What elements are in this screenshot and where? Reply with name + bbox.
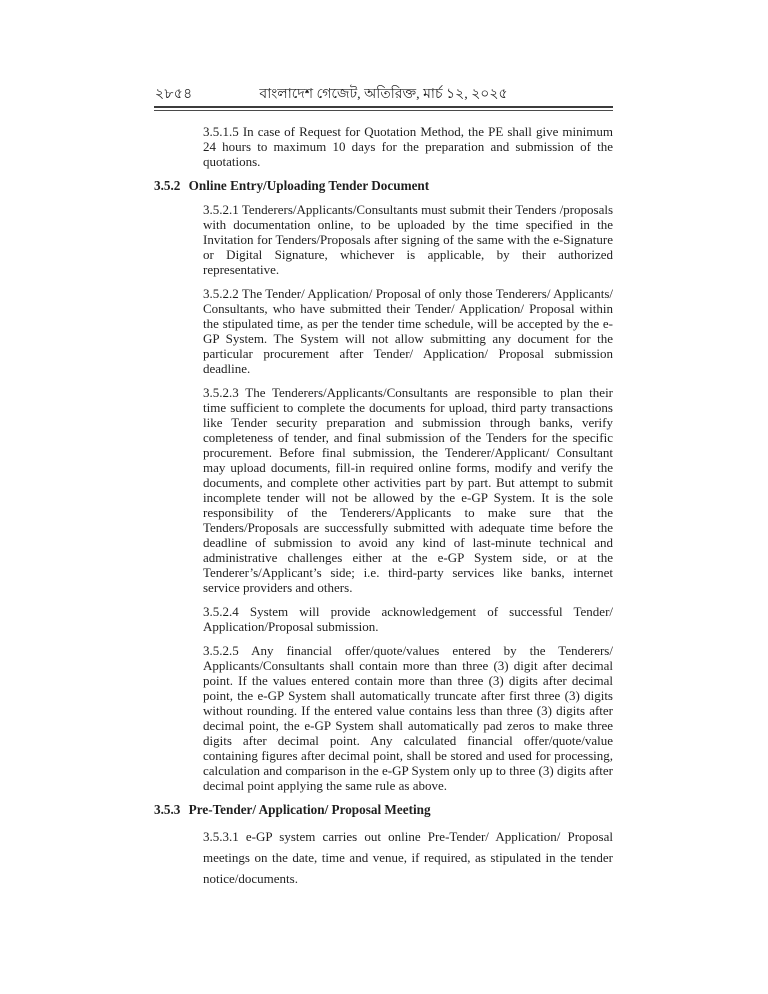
clause-text: e-GP system carries out online Pre-Tender/ Application/ Proposal meetings on the date, time and venue, if required, as stipulated in the tender notice/documents.	[203, 828, 613, 886]
heading-text: Online Entry/Uploading Tender Document	[188, 177, 430, 193]
clause-number: 3.5.2.5	[203, 642, 239, 658]
section-heading-3-5-2	[154, 178, 613, 193]
clause-number: 3.5.2.3	[203, 384, 239, 400]
clause-text: The Tenderers/Applicants/Consultants are responsible to plan their time sufficient to complete the documents for upload, third party transactions like Tender security preparation and submission through banks, verify completeness of tender, and final submission of the Tenders for the specific procurement. Before final submission, the Tenderer/Applicant/ Consultant may upload documents, fill-in required online forms, modify and verify the documents, and complete other activities part by part. But attempt to submit incomplete tender will not be allowed by the e-GP System. It is the sole responsibility of the Tenderers/Applicants to make sure that the Tenders/Proposals are successfully submitted with adequate time before the deadline of submission to avoid any kind of last-minute technical and administrative challenges either at the e-GP System side, or at the Tenderer’s/Applicant’s side; i.e. third-party services like banks, internet service providers and others.	[203, 384, 614, 595]
paragraph-3-5-1-5	[203, 124, 613, 169]
clause-text: Tenderers/Applicants/Consultants must submit their Tenders /proposals with documentation online, to be uploaded by the time specified in the Invitation for Tenders/Proposals after signing of the same with the e-Signature or Digital Signature, whichever is applicable, by their authorized representative.	[203, 201, 614, 277]
page-header	[154, 86, 613, 103]
clause-text: System will provide acknowledgement of successful Tender/ Application/Proposal submission.	[203, 603, 614, 634]
paragraph-3-5-2-1	[203, 202, 613, 277]
clause-number: 3.5.2.1	[203, 201, 239, 217]
heading-number: 3.5.3	[154, 801, 181, 817]
document-body	[154, 124, 613, 889]
clause-number: 3.5.1.5	[203, 123, 239, 139]
clause-number: 3.5.3.1	[203, 828, 239, 844]
clause-text: The Tender/ Application/ Proposal of only those Tenderers/ Applicants/ Consultants, who have submitted their Tender/ Application/ Proposal within the stipulated time, as per the tender time schedule, will be accepted by the e-GP System. The System will not allow submitting any document for the particular procurement after Tender/ Application/ Proposal submission deadline.	[203, 285, 614, 376]
gazette-header-title: বাংলাদেশ গেজেট, অতিরিক্ত, মার্চ ১২, ২০২৫	[259, 87, 508, 102]
paragraph-3-5-2-4	[203, 604, 613, 634]
paragraph-3-5-2-2	[203, 286, 613, 376]
paragraph-3-5-2-5	[203, 643, 613, 793]
header-divider-rule	[154, 106, 613, 111]
clause-text: In case of Request for Quotation Method, the PE shall give minimum 24 hours to maximum 10 days for the preparation and submission of the quotations.	[203, 123, 613, 169]
clause-number: 3.5.2.2	[203, 285, 239, 301]
paragraph-3-5-3-1	[203, 826, 613, 889]
page-number: ২৮৫৪	[155, 87, 193, 102]
heading-text: Pre-Tender/ Application/ Proposal Meeting	[188, 801, 431, 817]
clause-number: 3.5.2.4	[203, 603, 239, 619]
paragraph-3-5-2-3	[203, 385, 613, 595]
section-heading-3-5-3	[154, 802, 613, 817]
heading-number: 3.5.2	[154, 177, 181, 193]
clause-text: Any financial offer/quote/values entered by the Tenderers/ Applicants/Consultants shall contain more than three (3) digit after decimal point. If the values entered contain more than three (3) digits after decimal point, the e-GP System shall automatically truncate after first three (3) digits without rounding. If the entered value contains less than three (3) digits after decimal point, the e-GP System shall automatically pad zeros to make three digits after decimal point. Any calculated financial offer/quote/value containing figures after decimal point, shall be stored and used for processing, calculation and comparison in the e-GP System only up to three (3) digits after decimal point applying the same rule as above.	[203, 642, 613, 793]
